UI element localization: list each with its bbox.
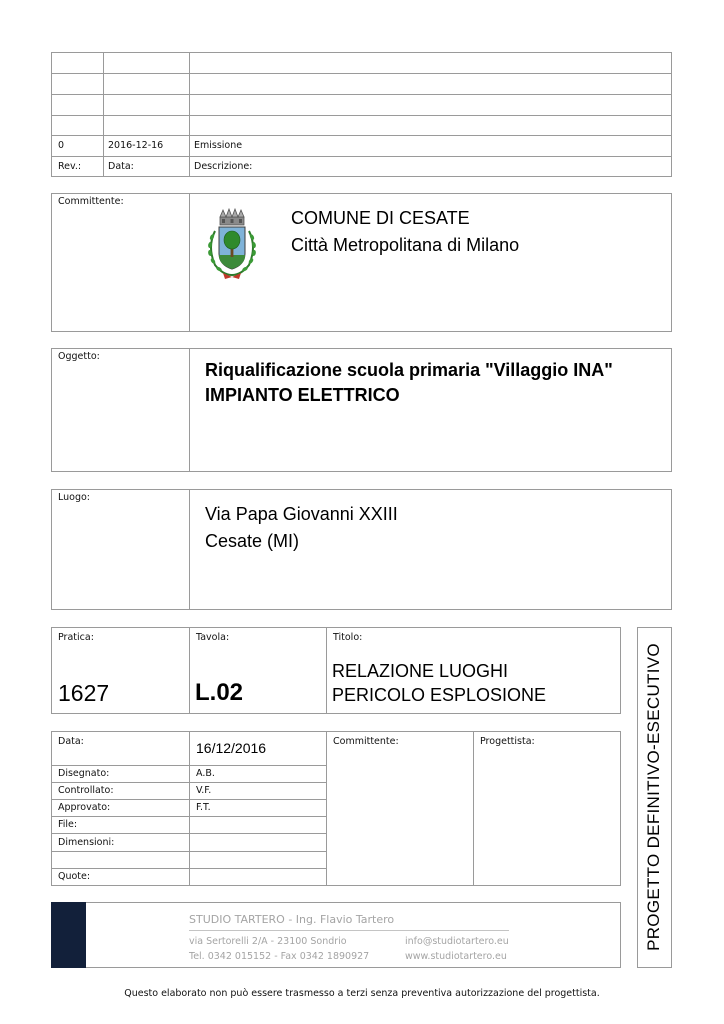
- oggetto-divider: [189, 348, 190, 472]
- tavola-number: L.02: [195, 679, 244, 706]
- studio-email[interactable]: info@studiotartero.eu: [405, 936, 509, 947]
- revision-date-value: 2016-12-16: [108, 140, 164, 151]
- side-label-text: PROGETTO DEFINITIVO-ESECUTIVO: [644, 643, 663, 951]
- details-committente-label: Committente:: [333, 736, 399, 747]
- luogo-street: Via Papa Giovanni XXIII: [205, 504, 398, 524]
- coat-of-arms-icon: [203, 207, 261, 281]
- titolo-line-1: RELAZIONE LUOGHI: [332, 661, 509, 681]
- revision-rev-value: 0: [58, 140, 65, 151]
- oggetto-title: Riqualificazione scuola primaria "Villaggio INA": [205, 360, 613, 380]
- dimensioni-label: Dimensioni:: [58, 837, 115, 848]
- title-block-divider: [326, 627, 327, 714]
- studio-phone: Tel. 0342 015152 - Fax 0342 1890927: [189, 951, 370, 962]
- data-value: 16/12/2016: [196, 740, 267, 756]
- revision-description-header: Descrizione:: [194, 161, 253, 172]
- oggetto-subtitle: IMPIANTO ELETTRICO: [205, 385, 400, 405]
- tavola-label: Tavola:: [196, 632, 230, 643]
- title-block-divider: [189, 627, 190, 714]
- revision-description-value: Emissione: [194, 140, 243, 151]
- titolo-line-2: PERICOLO ESPLOSIONE: [332, 685, 547, 705]
- disegnato-label: Disegnato:: [58, 768, 110, 779]
- revision-row-divider: [51, 73, 672, 74]
- revision-row-divider: [51, 115, 672, 116]
- details-row-divider: [51, 782, 326, 783]
- details-row-divider: [51, 765, 326, 766]
- committente-region: Città Metropolitana di Milano: [291, 235, 520, 255]
- committente-name: COMUNE DI CESATE: [291, 208, 470, 228]
- details-col-divider: [189, 731, 190, 886]
- details-col-divider: [326, 731, 327, 886]
- file-label: File:: [58, 819, 78, 830]
- details-col-divider: [473, 731, 474, 886]
- disclaimer: Questo elaborato non può essere trasmesso a terzi senza preventiva autorizzazione del progettista.: [124, 988, 600, 999]
- studio-address: via Sertorelli 2/A - 23100 Sondrio: [189, 936, 347, 947]
- luogo-divider: [189, 489, 190, 610]
- controllato-label: Controllato:: [58, 785, 114, 796]
- luogo-label: Luogo:: [58, 492, 91, 503]
- studio-accent-bar: [51, 902, 86, 968]
- committente-divider: [189, 193, 190, 332]
- revision-date-header: Data:: [108, 161, 134, 172]
- approvato-label: Approvato:: [58, 802, 111, 813]
- details-row-divider: [51, 833, 326, 834]
- oggetto-label: Oggetto:: [58, 351, 100, 362]
- approvato-value: F.T.: [196, 802, 211, 813]
- details-row-divider: [51, 799, 326, 800]
- revision-col-divider: [189, 52, 190, 177]
- details-table: [51, 731, 621, 886]
- revision-row-divider: [51, 135, 672, 136]
- quote-label: Quote:: [58, 871, 91, 882]
- studio-website[interactable]: www.studiotartero.eu: [405, 951, 507, 962]
- progettista-label: Progettista:: [480, 736, 535, 747]
- committente-label: Committente:: [58, 196, 124, 207]
- details-row-divider: [51, 868, 326, 869]
- revision-row-divider: [51, 94, 672, 95]
- revision-row-divider: [51, 156, 672, 157]
- studio-divider: [189, 930, 509, 931]
- controllato-value: V.F.: [196, 785, 212, 796]
- studio-name: STUDIO TARTERO - Ing. Flavio Tartero: [189, 913, 395, 926]
- disegnato-value: A.B.: [196, 768, 215, 779]
- pratica-label: Pratica:: [58, 632, 94, 643]
- revision-col-divider: [103, 52, 104, 177]
- details-row-divider: [51, 816, 326, 817]
- revision-rev-header: Rev.:: [58, 161, 82, 172]
- pratica-number: 1627: [58, 680, 110, 706]
- luogo-city: Cesate (MI): [205, 531, 300, 551]
- data-label: Data:: [58, 736, 84, 747]
- details-row-divider: [51, 851, 326, 852]
- titolo-label: Titolo:: [333, 632, 363, 643]
